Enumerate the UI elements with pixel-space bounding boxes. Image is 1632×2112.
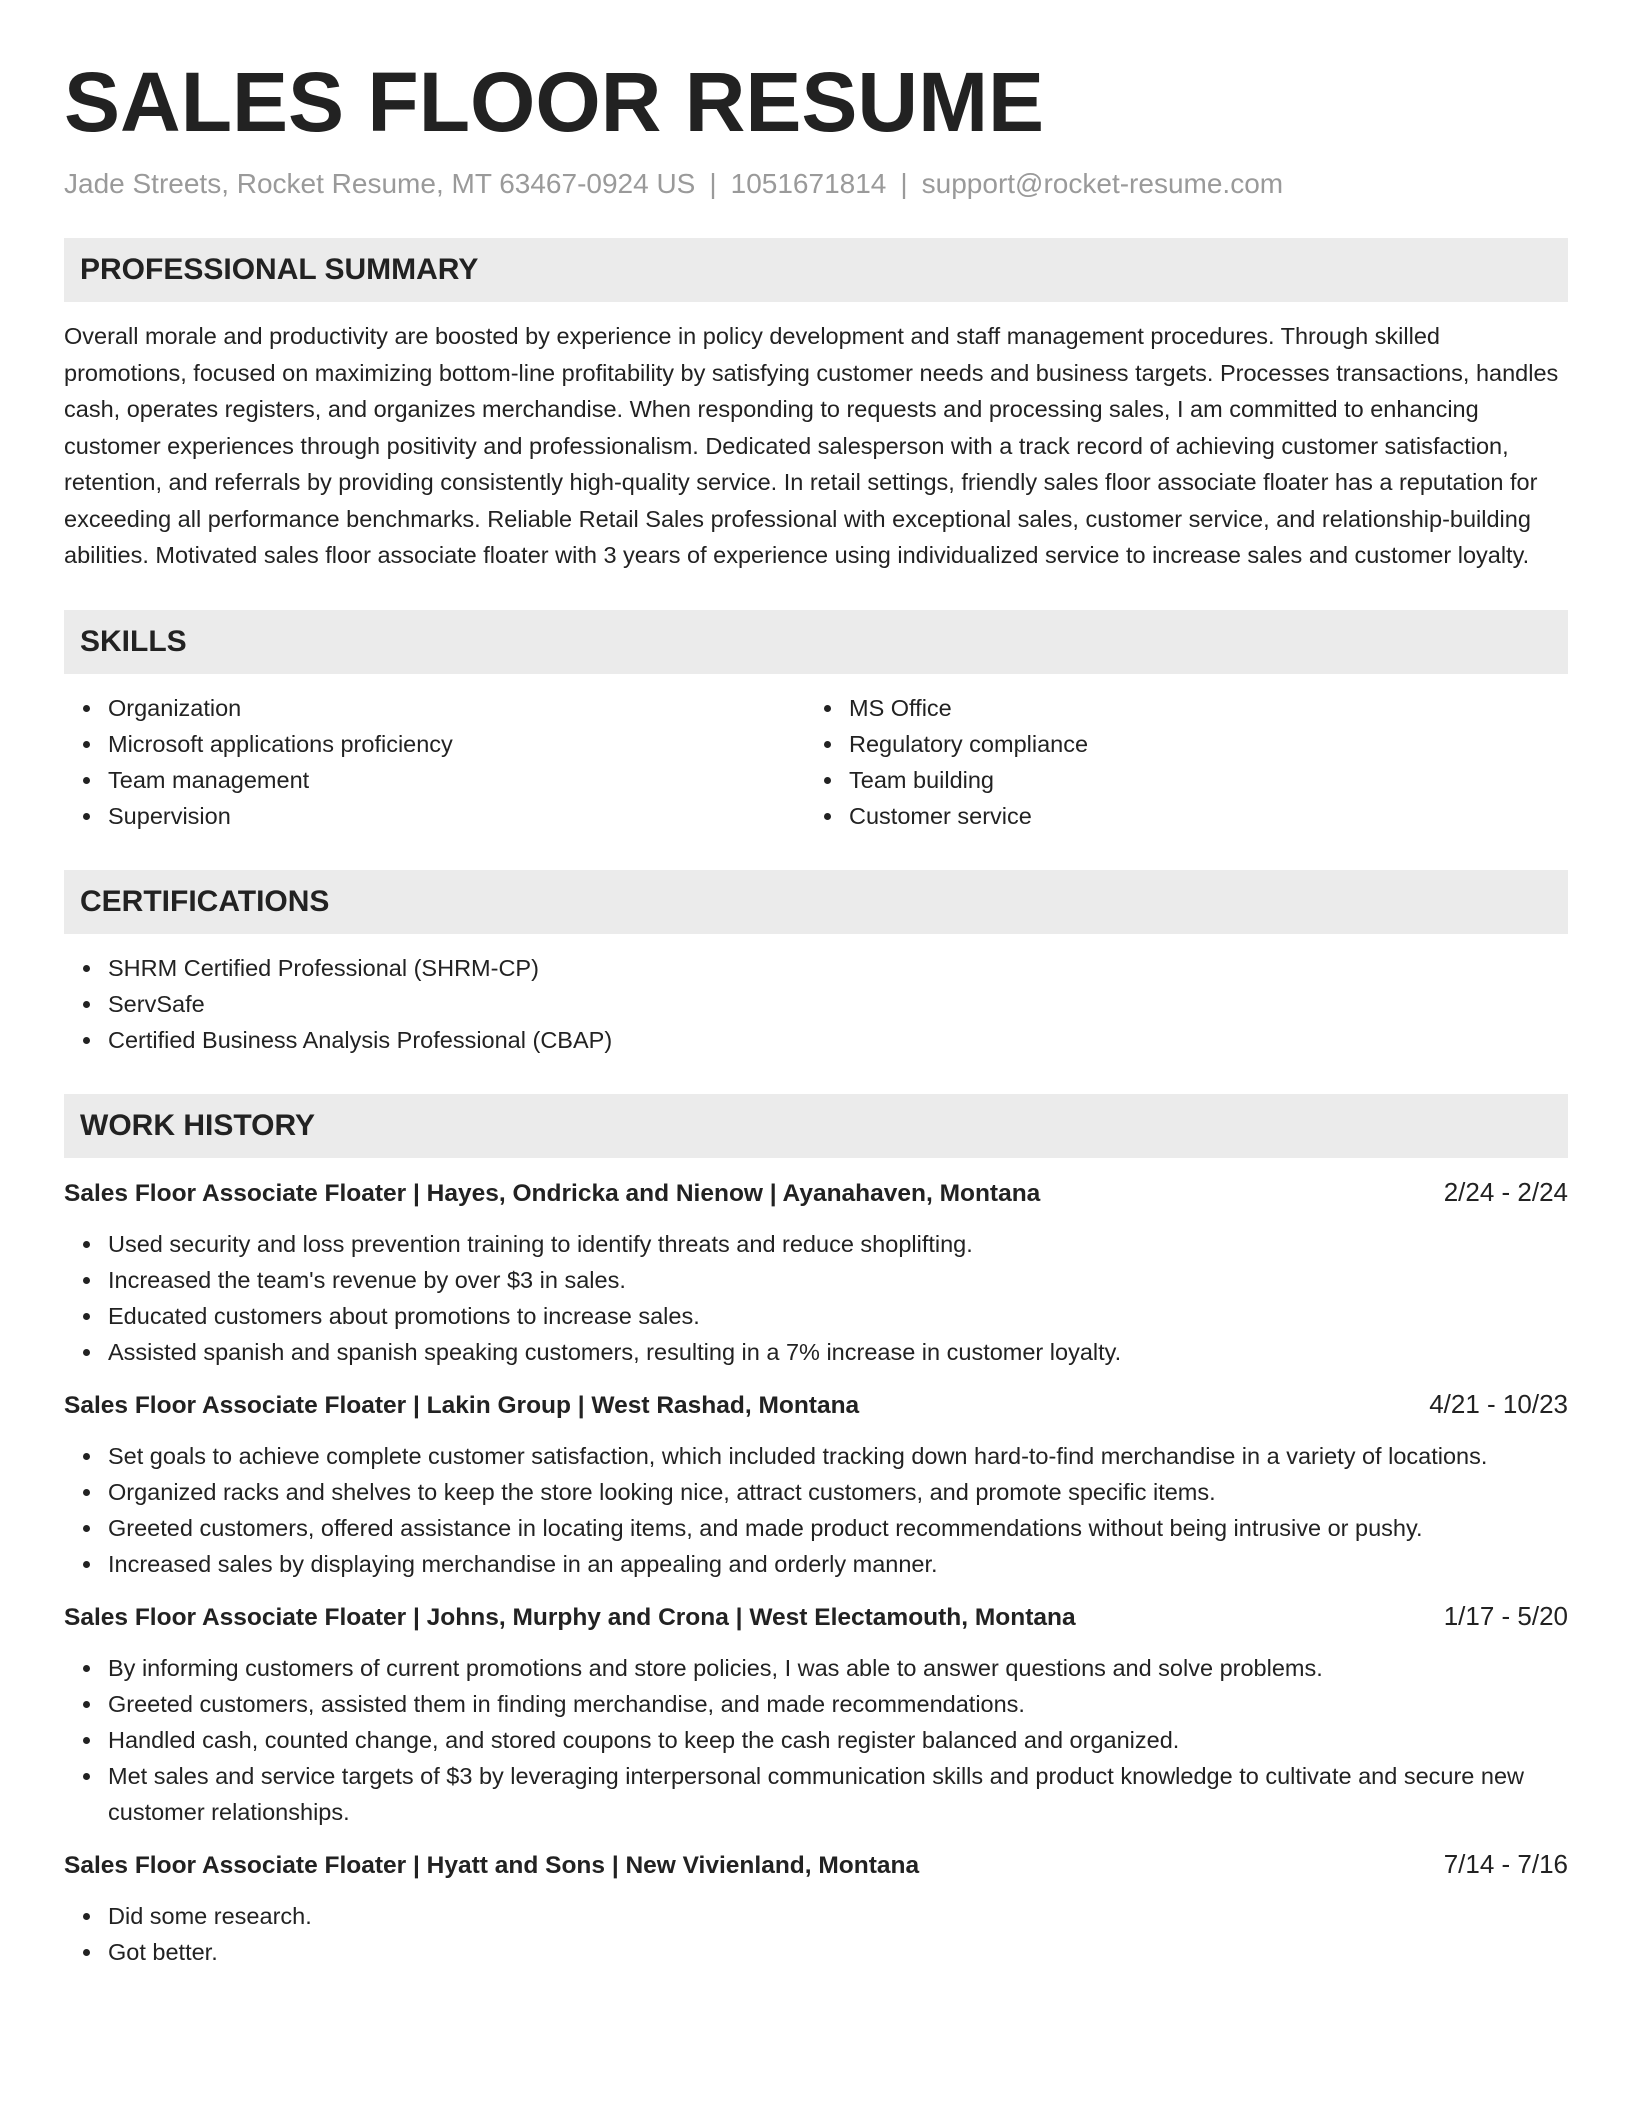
certification-item: ServSafe xyxy=(108,986,1568,1022)
job-bullets xyxy=(64,1898,1568,1970)
job-bullet: Met sales and service targets of $3 by leveraging interpersonal communication skills and product knowledge to cultivate and secure new customer relationships. xyxy=(108,1758,1568,1830)
section-header-skills: SKILLS xyxy=(64,610,1568,674)
job-bullet: Increased sales by displaying merchandise in an appealing and orderly manner. xyxy=(108,1546,1568,1582)
section-header-certifications: CERTIFICATIONS xyxy=(64,870,1568,934)
job-bullets xyxy=(64,1438,1568,1582)
skill-item: Microsoft applications proficiency xyxy=(108,726,805,762)
job-title: Sales Floor Associate Floater | Hayes, Ondricka and Nienow | Ayanahaven, Montana xyxy=(64,1179,1041,1207)
job-dates: 2/24 - 2/24 xyxy=(1443,1176,1568,1207)
job-bullet: Greeted customers, offered assistance in locating items, and made product recommendations without being intrusive or pushy. xyxy=(108,1510,1568,1546)
job-bullet: By informing customers of current promotions and store policies, I was able to answer questions and solve problems. xyxy=(108,1650,1568,1686)
job-title: Sales Floor Associate Floater | Johns, Murphy and Crona | West Electamouth, Montana xyxy=(64,1603,1076,1631)
skill-item: Team management xyxy=(108,762,805,798)
job-bullet: Used security and loss prevention training to identify threats and reduce shoplifting. xyxy=(108,1226,1568,1262)
skill-item: Customer service xyxy=(849,798,1546,834)
contact-email: support@rocket-resume.com xyxy=(921,168,1284,199)
skill-item: Supervision xyxy=(108,798,805,834)
job-bullet: Got better. xyxy=(108,1934,1568,1970)
contact-address: Jade Streets, Rocket Resume, MT 63467-0924 US xyxy=(64,168,696,199)
job-entry xyxy=(64,1846,1568,1970)
skills-column-right xyxy=(805,690,1546,834)
skill-item: Organization xyxy=(108,690,805,726)
job-bullet: Assisted spanish and spanish speaking customers, resulting in a 7% increase in customer loyalty. xyxy=(108,1334,1568,1370)
certification-item: SHRM Certified Professional (SHRM-CP) xyxy=(108,950,1568,986)
job-header xyxy=(64,1846,1568,1884)
job-dates: 4/21 - 10/23 xyxy=(1429,1388,1568,1419)
contact-line xyxy=(64,166,1568,202)
job-dates: 7/14 - 7/16 xyxy=(1443,1848,1568,1879)
section-header-work-history: WORK HISTORY xyxy=(64,1094,1568,1158)
job-header xyxy=(64,1598,1568,1636)
certifications-list xyxy=(64,950,1568,1058)
job-bullet: Greeted customers, assisted them in finding merchandise, and made recommendations. xyxy=(108,1686,1568,1722)
job-bullets xyxy=(64,1226,1568,1370)
skill-item: Team building xyxy=(849,762,1546,798)
job-bullet: Did some research. xyxy=(108,1898,1568,1934)
job-bullet: Handled cash, counted change, and stored coupons to keep the cash register balanced and organized. xyxy=(108,1722,1568,1758)
contact-phone: 1051671814 xyxy=(730,168,887,199)
job-dates: 1/17 - 5/20 xyxy=(1443,1600,1568,1631)
skill-item: Regulatory compliance xyxy=(849,726,1546,762)
job-entry xyxy=(64,1386,1568,1582)
job-entry xyxy=(64,1598,1568,1830)
job-bullet: Increased the team's revenue by over $3 in sales. xyxy=(108,1262,1568,1298)
job-entry xyxy=(64,1174,1568,1370)
job-bullet: Educated customers about promotions to increase sales. xyxy=(108,1298,1568,1334)
contact-separator: | xyxy=(900,168,908,199)
skill-item: MS Office xyxy=(849,690,1546,726)
summary-text: Overall morale and productivity are boosted by experience in policy development and staff management procedures. Through skilled promotions, focused on maximizing bottom-line profitability by satisfying customer needs and business targets. Processes transactions, handles cash, operates registers, and organizes merchandise. When responding to requests and processing sales, I am committed to enhancing customer experiences through positivity and professionalism. Dedicated salesperson with a track record of achieving customer satisfaction, retention, and referrals by providing consistently high-quality service. In retail settings, friendly sales floor associate floater has a reputation for exceeding all performance benchmarks. Reliable Retail Sales professional with exceptional sales, customer service, and relationship-building abilities. Motivated sales floor associate floater with 3 years of experience using individualized service to increase sales and customer loyalty. xyxy=(64,323,1559,568)
resume-title: SALES FLOOR RESUME xyxy=(64,55,1045,149)
section-header-summary: PROFESSIONAL SUMMARY xyxy=(64,238,1568,302)
certification-item: Certified Business Analysis Professional (CBAP) xyxy=(108,1022,1568,1058)
contact-separator: | xyxy=(709,168,717,199)
job-bullets xyxy=(64,1650,1568,1830)
job-bullet: Organized racks and shelves to keep the store looking nice, attract customers, and promote specific items. xyxy=(108,1474,1568,1510)
job-header xyxy=(64,1174,1568,1212)
skills-column-left xyxy=(64,690,805,834)
job-title: Sales Floor Associate Floater | Hyatt and Sons | New Vivienland, Montana xyxy=(64,1851,920,1879)
skills-list xyxy=(64,674,1568,834)
job-bullet: Set goals to achieve complete customer satisfaction, which included tracking down hard-to-find merchandise in a variety of locations. xyxy=(108,1438,1568,1474)
job-title: Sales Floor Associate Floater | Lakin Group | West Rashad, Montana xyxy=(64,1391,860,1419)
job-header xyxy=(64,1386,1568,1424)
